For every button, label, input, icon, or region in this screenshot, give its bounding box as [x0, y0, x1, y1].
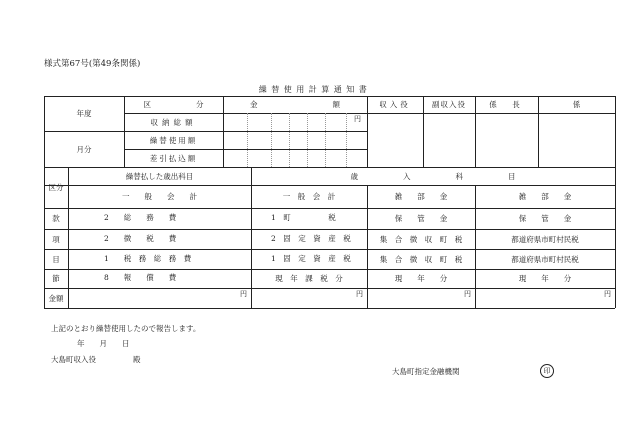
report-statement: 上記のとおり繰替使用したので報告します。	[51, 324, 201, 333]
grid-cell: 2 固 定 資 産 税	[271, 234, 351, 243]
expenditure-items-header: 繰替払した歳出科目	[125, 171, 194, 181]
yen-unit: 円	[354, 115, 361, 123]
section-chief-header: 係 長	[489, 100, 524, 109]
col-head-general-account-exp: 一 般 会 計	[122, 192, 197, 201]
addressee: 大島町収入役	[51, 355, 96, 364]
document-title: 繰替使用計算通知書	[258, 85, 372, 94]
yen-unit: 円	[464, 290, 471, 298]
row-label-kan: 款	[52, 214, 60, 223]
yen-unit: 円	[356, 290, 363, 298]
row-label-amount: 金額	[48, 293, 64, 303]
grid-cell: 8 報 償 費	[104, 273, 177, 282]
row-label-ko: 項	[52, 234, 60, 244]
sender-bank: 大島町指定金融機関	[392, 367, 460, 376]
grid-cell: 2 徴 税 費	[104, 234, 177, 243]
grid-cell: 1 税 務 総 務 費	[104, 254, 192, 263]
grid-cell: 現 年 課 税 分	[275, 274, 343, 283]
grid-cell: 都道府県市町村民税	[511, 254, 579, 264]
date-line: 年 月 日	[77, 339, 130, 348]
grid-cell: 保 管 金	[518, 214, 572, 223]
diverted-use-label: 繰替使用額	[149, 135, 198, 145]
col-head-general-account-rev: 一 般 会 計	[282, 192, 336, 201]
net-payment-label: 差引払込額	[149, 153, 198, 163]
form-reference: 様式第67号(第49条関係)	[44, 59, 141, 69]
row-label-setsu: 節	[52, 274, 60, 283]
month-label: 月分	[76, 144, 92, 154]
grid-cell: 現 年 分	[394, 274, 448, 283]
col-head-misc-revenue-2: 雑 部 金	[518, 192, 572, 201]
fiscal-year-label: 年度	[76, 109, 92, 118]
revenue-items-header: 歳 入 科 目	[350, 171, 516, 181]
deputy-treasurer-header: 副収入役	[432, 100, 466, 109]
grid-cell: 都道府県市町村民税	[511, 234, 579, 244]
grid-cell: 1 町 税	[271, 213, 336, 222]
col-head-misc-revenue-1: 雑 部 金	[394, 192, 448, 201]
grid-cell: 保 管 金	[394, 214, 448, 223]
seal-stamp: 印	[540, 364, 554, 378]
grid-cell: 現 年 分	[518, 274, 572, 283]
grid-cell: 1 固 定 資 産 税	[271, 254, 351, 263]
row-label-moku: 目	[52, 254, 60, 264]
clerk-header: 係	[572, 100, 581, 109]
yen-unit: 円	[240, 290, 247, 298]
kubun-label: 区分	[48, 183, 64, 192]
grid-cell: 集 合 徴 収 町 税	[379, 254, 463, 264]
treasurer-header: 収入役	[379, 100, 411, 109]
total-receipts-label: 収納総額	[150, 117, 197, 127]
yen-unit: 円	[604, 290, 611, 298]
amount-header: 金 額	[250, 100, 340, 109]
honorific: 殿	[133, 355, 141, 364]
grid-cell: 集 合 徴 収 町 税	[379, 234, 463, 244]
kubun-header: 区 分	[143, 100, 204, 109]
grid-cell: 2 総 務 費	[104, 213, 177, 222]
